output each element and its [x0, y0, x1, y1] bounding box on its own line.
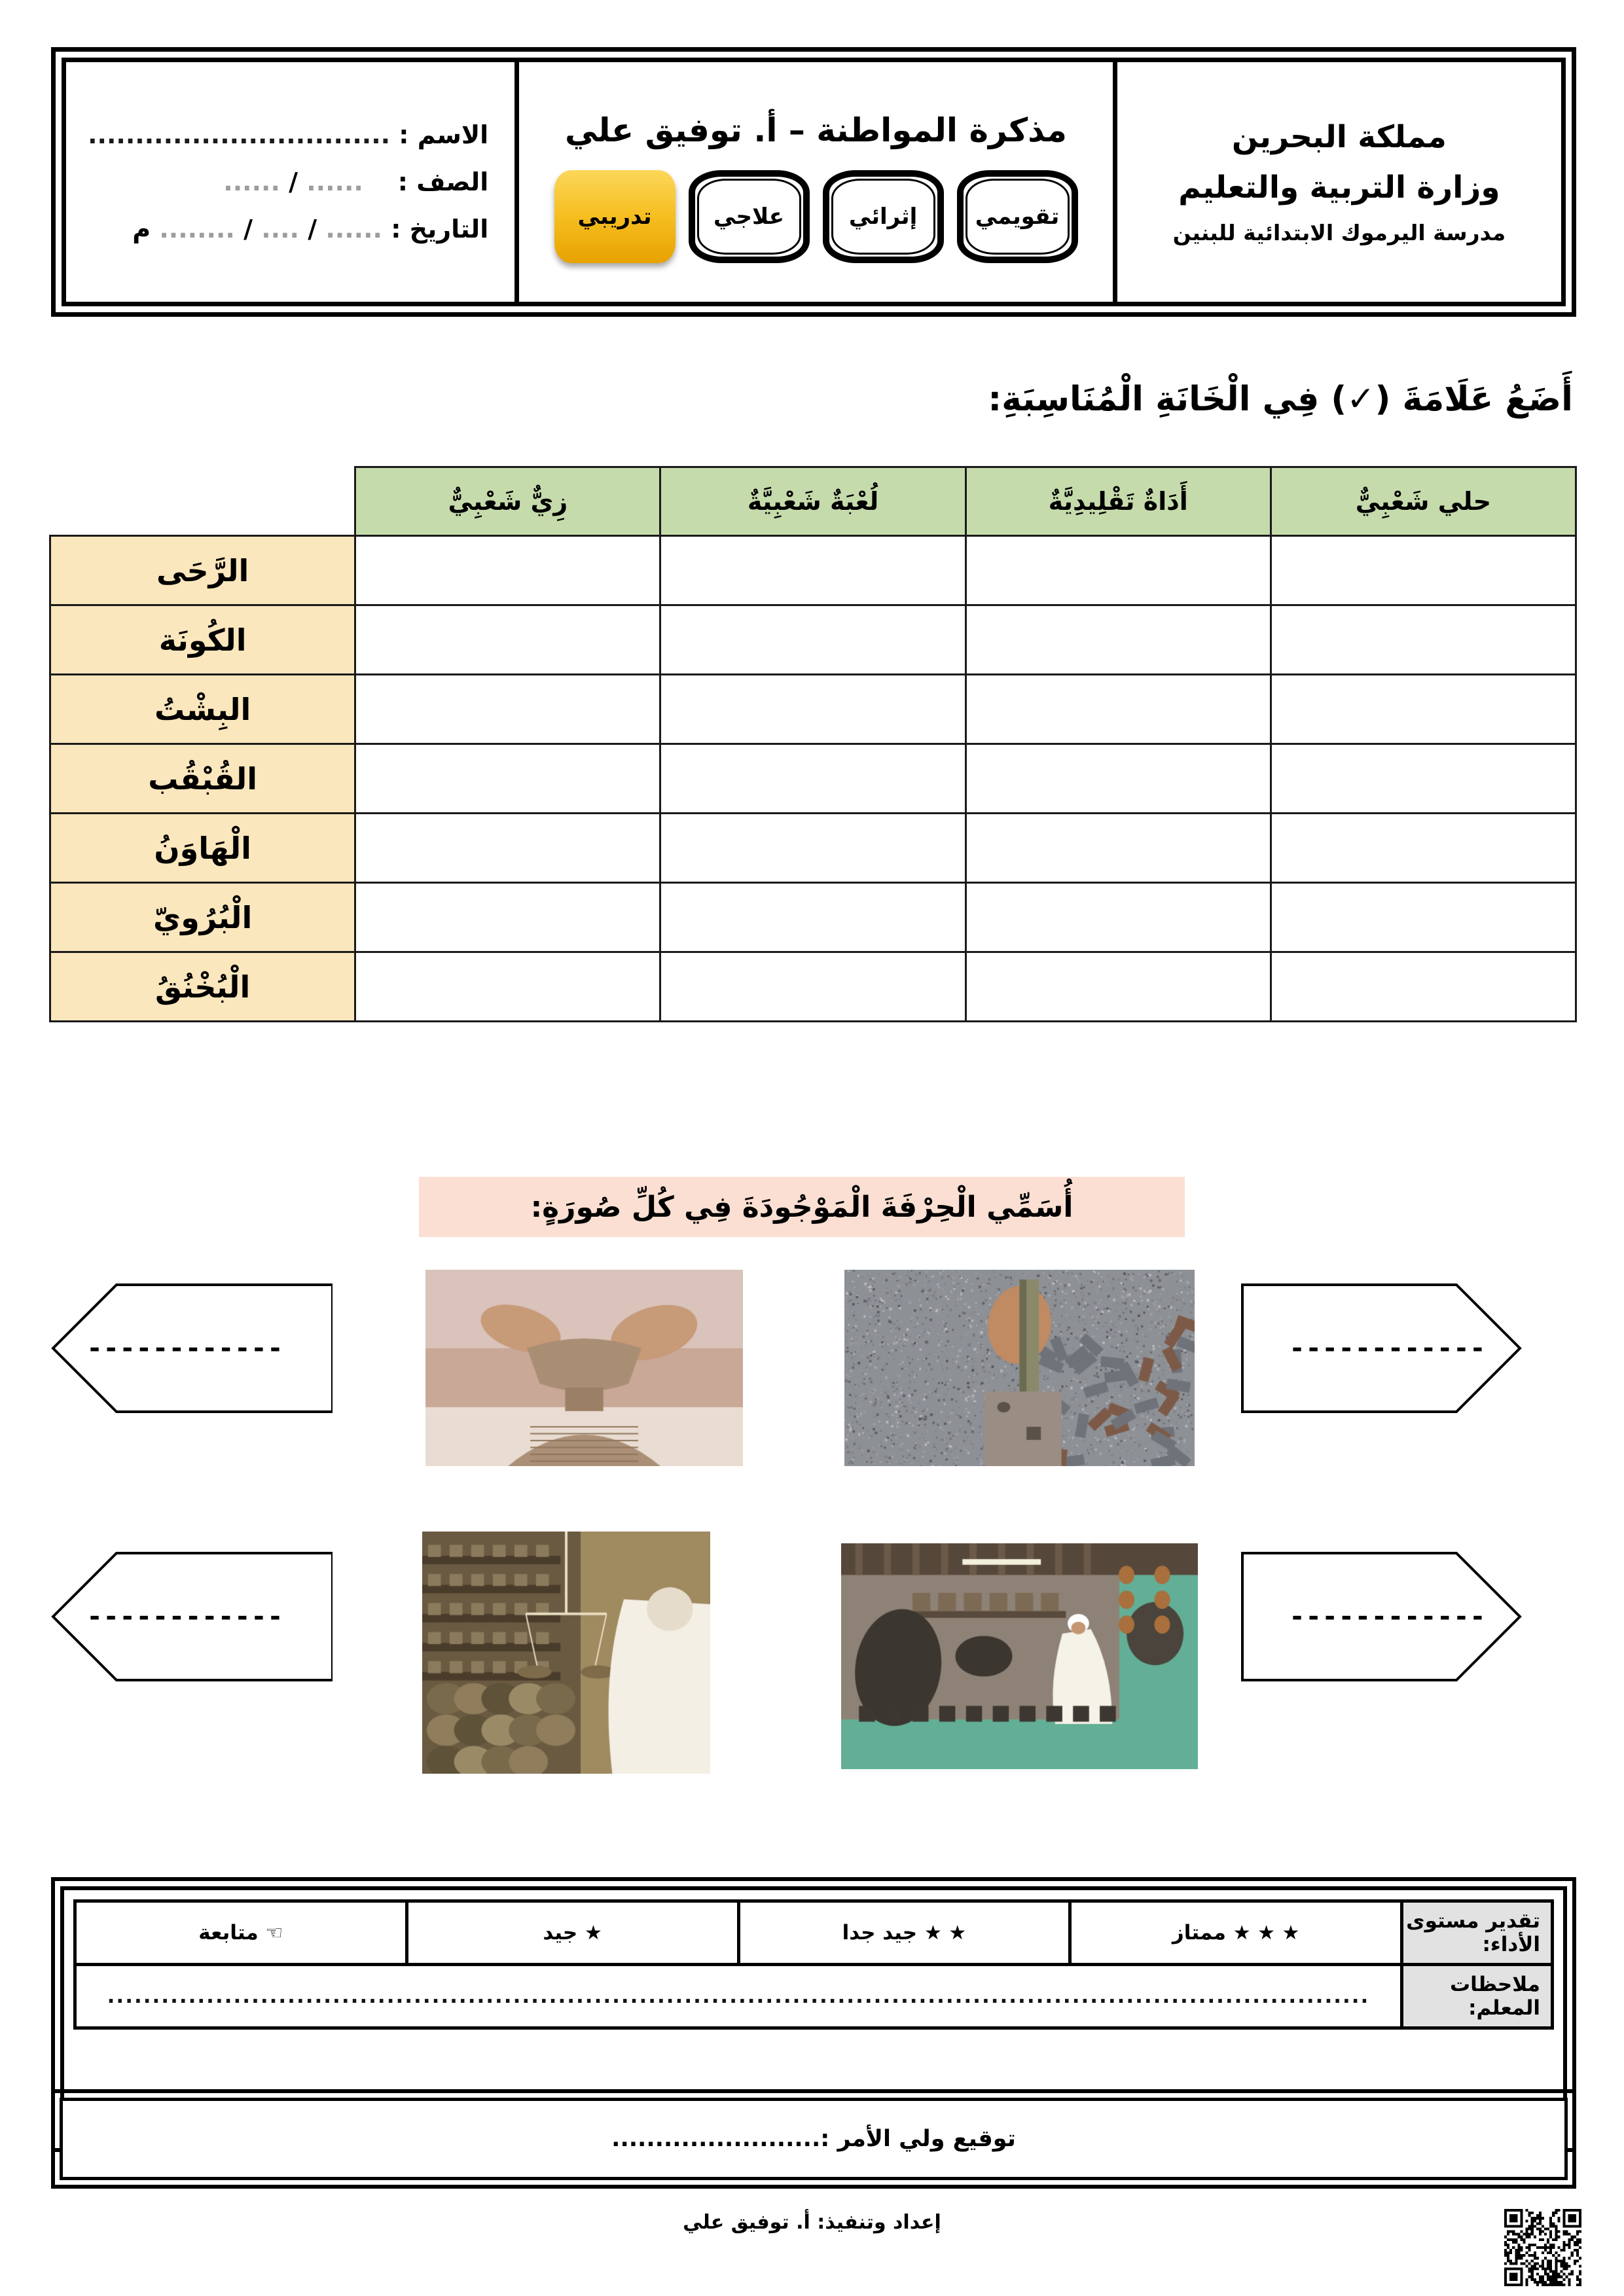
- row-label-item: الرَّحَى: [50, 536, 355, 605]
- teacher-notes-label: ملاحظات المعلم:: [1402, 1965, 1553, 2028]
- column-header-tool: أَدَاةٌ تَقْلِيدِيَّةٌ: [965, 467, 1271, 536]
- header-inner-frame: [62, 58, 1566, 306]
- page-header: [51, 47, 1576, 317]
- answer-blank-coppersmith[interactable]: ------------: [1289, 1602, 1487, 1632]
- table-row: [50, 952, 1576, 1022]
- performance-rating-row: [75, 1901, 1553, 1965]
- column-header-costume: زِيٌّ شَعْبِيٌّ: [355, 467, 660, 536]
- checkbox-cell-tool[interactable]: [965, 744, 1271, 814]
- one-star-icon: ★: [585, 1922, 602, 1945]
- checkbox-cell-game[interactable]: [660, 675, 965, 744]
- checkbox-cell-costume[interactable]: [355, 952, 660, 1022]
- checkbox-cell-game[interactable]: [660, 605, 965, 675]
- student-class-input-a[interactable]: ......: [306, 168, 363, 196]
- blacksmith-metalwork-photo: [844, 1270, 1195, 1466]
- rating-good[interactable]: [406, 1901, 738, 1965]
- row-label-item: الْهَاوَنُ: [50, 814, 355, 883]
- checkbox-cell-costume[interactable]: [355, 744, 660, 814]
- checkbox-cell-game[interactable]: [660, 536, 965, 605]
- guardian-signature-inner[interactable]: [60, 2098, 1568, 2180]
- table-header-row: [50, 467, 1576, 536]
- badge-tadribi-selected[interactable]: [554, 170, 676, 263]
- rating-excellent-label: ممتاز: [1172, 1921, 1226, 1945]
- pointing-hand-icon: ☜: [265, 1922, 283, 1945]
- student-date-row: [92, 215, 488, 243]
- checkbox-cell-jewelry[interactable]: [1271, 744, 1576, 814]
- answer-blank-grocery[interactable]: ------------: [86, 1602, 284, 1632]
- performance-level-label: تقدير مستوى الأداء:: [1402, 1901, 1553, 1965]
- checkbox-cell-jewelry[interactable]: [1271, 675, 1576, 744]
- checkbox-cell-tool[interactable]: [965, 675, 1271, 744]
- checkbox-cell-jewelry[interactable]: [1271, 536, 1576, 605]
- school-name: مدرسة اليرموك الابتدائية للبنين: [1172, 219, 1506, 245]
- teacher-notes-field[interactable]: [75, 1965, 1402, 2028]
- badge-ithraei[interactable]: [823, 170, 944, 263]
- answer-blank-pottery[interactable]: ------------: [86, 1333, 284, 1363]
- instruction-two-banner: [419, 1177, 1185, 1237]
- row-label-item: البِشْتُ: [50, 675, 355, 744]
- qr-code-icon[interactable]: [1504, 2209, 1581, 2286]
- footer-credit: إعداد وتنفيذ: أ. توفيق علي: [683, 2211, 941, 2234]
- checkbox-cell-costume[interactable]: [355, 536, 660, 605]
- row-label-item: الْبُخْنُقُ: [50, 952, 355, 1022]
- worksheet-type-badges: [554, 170, 1078, 263]
- row-label-item: الْبُرُويّ: [50, 883, 355, 952]
- instruction-two-text: أُسَمِّي الْحِرْفَةَ الْمَوْجُودَةَ فِي كُلِّ صُورَةٍ:: [530, 1190, 1074, 1224]
- answer-arrow-coppersmith[interactable]: [1240, 1551, 1522, 1682]
- checkbox-cell-costume[interactable]: [355, 883, 660, 952]
- rating-very-good-label: جيد جدا: [842, 1921, 918, 1945]
- column-header-item: [50, 467, 355, 536]
- rating-good-label: جيد: [543, 1921, 578, 1945]
- date-era-suffix: م: [132, 215, 151, 243]
- guardian-signature-label: توقيع ولي الأمر :: [820, 2126, 1016, 2152]
- country-name: مملكة البحرين: [1231, 118, 1447, 155]
- teacher-notes-row: [75, 1965, 1553, 2028]
- rating-follow-up-label: متابعة: [198, 1921, 259, 1945]
- rating-very-good[interactable]: [738, 1901, 1070, 1965]
- student-date-label: التاريخ :: [391, 215, 489, 243]
- row-label-item: الكُونَة: [50, 605, 355, 675]
- checkbox-cell-game[interactable]: [660, 883, 965, 952]
- answer-arrow-pottery[interactable]: [51, 1283, 333, 1414]
- checkbox-cell-game[interactable]: [660, 952, 965, 1022]
- checkbox-cell-jewelry[interactable]: [1271, 883, 1576, 952]
- badge-taqwimi[interactable]: [957, 170, 1078, 263]
- class-separator: /: [289, 168, 298, 196]
- checkbox-cell-game[interactable]: [660, 744, 965, 814]
- classification-table-body: [50, 536, 1576, 1022]
- page-title: مذكرة المواطنة – أ. توفيق علي: [565, 111, 1067, 149]
- date-input-month[interactable]: ....: [261, 215, 299, 243]
- table-row: [50, 675, 1576, 744]
- student-class-label: الصف :: [397, 168, 489, 196]
- worksheet-title-block: [514, 62, 1113, 302]
- date-separator-2: /: [244, 215, 253, 243]
- rating-follow-up[interactable]: [75, 1901, 407, 1965]
- student-class-row: [92, 168, 488, 196]
- crafts-naming-section: [0, 1270, 1624, 1813]
- evaluation-table: [73, 1899, 1554, 2030]
- badge-ilaji-label: علاجي: [713, 204, 784, 230]
- badge-ithraei-label: إثرائي: [848, 204, 918, 230]
- pottery-making-photo: [425, 1270, 743, 1466]
- checkbox-cell-tool[interactable]: [965, 605, 1271, 675]
- three-stars-icon: ★ ★ ★: [1233, 1922, 1300, 1945]
- school-identity-block: [1113, 62, 1561, 302]
- checkbox-cell-game[interactable]: [660, 814, 965, 883]
- checkbox-cell-jewelry[interactable]: [1271, 605, 1576, 675]
- checkbox-cell-jewelry[interactable]: [1271, 814, 1576, 883]
- rating-excellent[interactable]: [1070, 1901, 1402, 1965]
- teacher-notes-dots: ............................................................................................................................................: [107, 1984, 1370, 2008]
- guardian-signature-dots[interactable]: ........................: [611, 2126, 821, 2152]
- column-header-jewelry: حلي شَعْبِيٌّ: [1271, 467, 1576, 536]
- checkbox-cell-tool[interactable]: [965, 536, 1271, 605]
- date-input-day[interactable]: ......: [325, 215, 382, 243]
- checkbox-cell-costume[interactable]: [355, 675, 660, 744]
- badge-tadribi-label: تدريبي: [577, 204, 652, 230]
- student-info-block: [66, 62, 514, 302]
- student-name-input[interactable]: ................................: [88, 120, 391, 149]
- coppersmith-workshop-photo: [841, 1543, 1198, 1769]
- checkbox-cell-costume[interactable]: [355, 814, 660, 883]
- checkbox-cell-tool[interactable]: [965, 883, 1271, 952]
- answer-arrow-grocery[interactable]: [51, 1551, 333, 1682]
- table-row: [50, 744, 1576, 814]
- checkbox-cell-tool[interactable]: [965, 814, 1271, 883]
- table-row: [50, 605, 1576, 675]
- badge-taqwimi-label: تقويمي: [975, 204, 1060, 230]
- instruction-one: أَضَعُ عَلَامَةَ (✓) فِي الْخَانَةِ الْمُنَاسِبَةِ:: [988, 380, 1573, 419]
- date-input-year[interactable]: ........: [159, 215, 235, 243]
- checkbox-cell-jewelry[interactable]: [1271, 952, 1576, 1022]
- checkbox-cell-costume[interactable]: [355, 605, 660, 675]
- checkbox-cell-tool[interactable]: [965, 952, 1271, 1022]
- date-separator-1: /: [308, 215, 317, 243]
- table-row: [50, 536, 1576, 605]
- column-header-game: لُعْبَةٌ شَعْبِيَّةٌ: [660, 467, 965, 536]
- student-name-label: الاسم :: [399, 120, 489, 149]
- row-label-item: القُبْقُب: [50, 744, 355, 814]
- student-class-input-b[interactable]: ......: [223, 168, 280, 196]
- ministry-name: وزارة التربية والتعليم: [1178, 169, 1500, 206]
- answer-arrow-blacksmith[interactable]: [1240, 1283, 1522, 1414]
- guardian-signature-box: [51, 2089, 1576, 2189]
- table-row: [50, 814, 1576, 883]
- classification-table: [49, 466, 1577, 1022]
- badge-ilaji[interactable]: [689, 170, 810, 263]
- traditional-grocery-shop-photo: [422, 1532, 710, 1774]
- two-stars-icon: ★ ★: [924, 1922, 967, 1945]
- table-row: [50, 883, 1576, 952]
- student-name-row: [88, 120, 489, 149]
- answer-blank-blacksmith[interactable]: ------------: [1289, 1333, 1487, 1363]
